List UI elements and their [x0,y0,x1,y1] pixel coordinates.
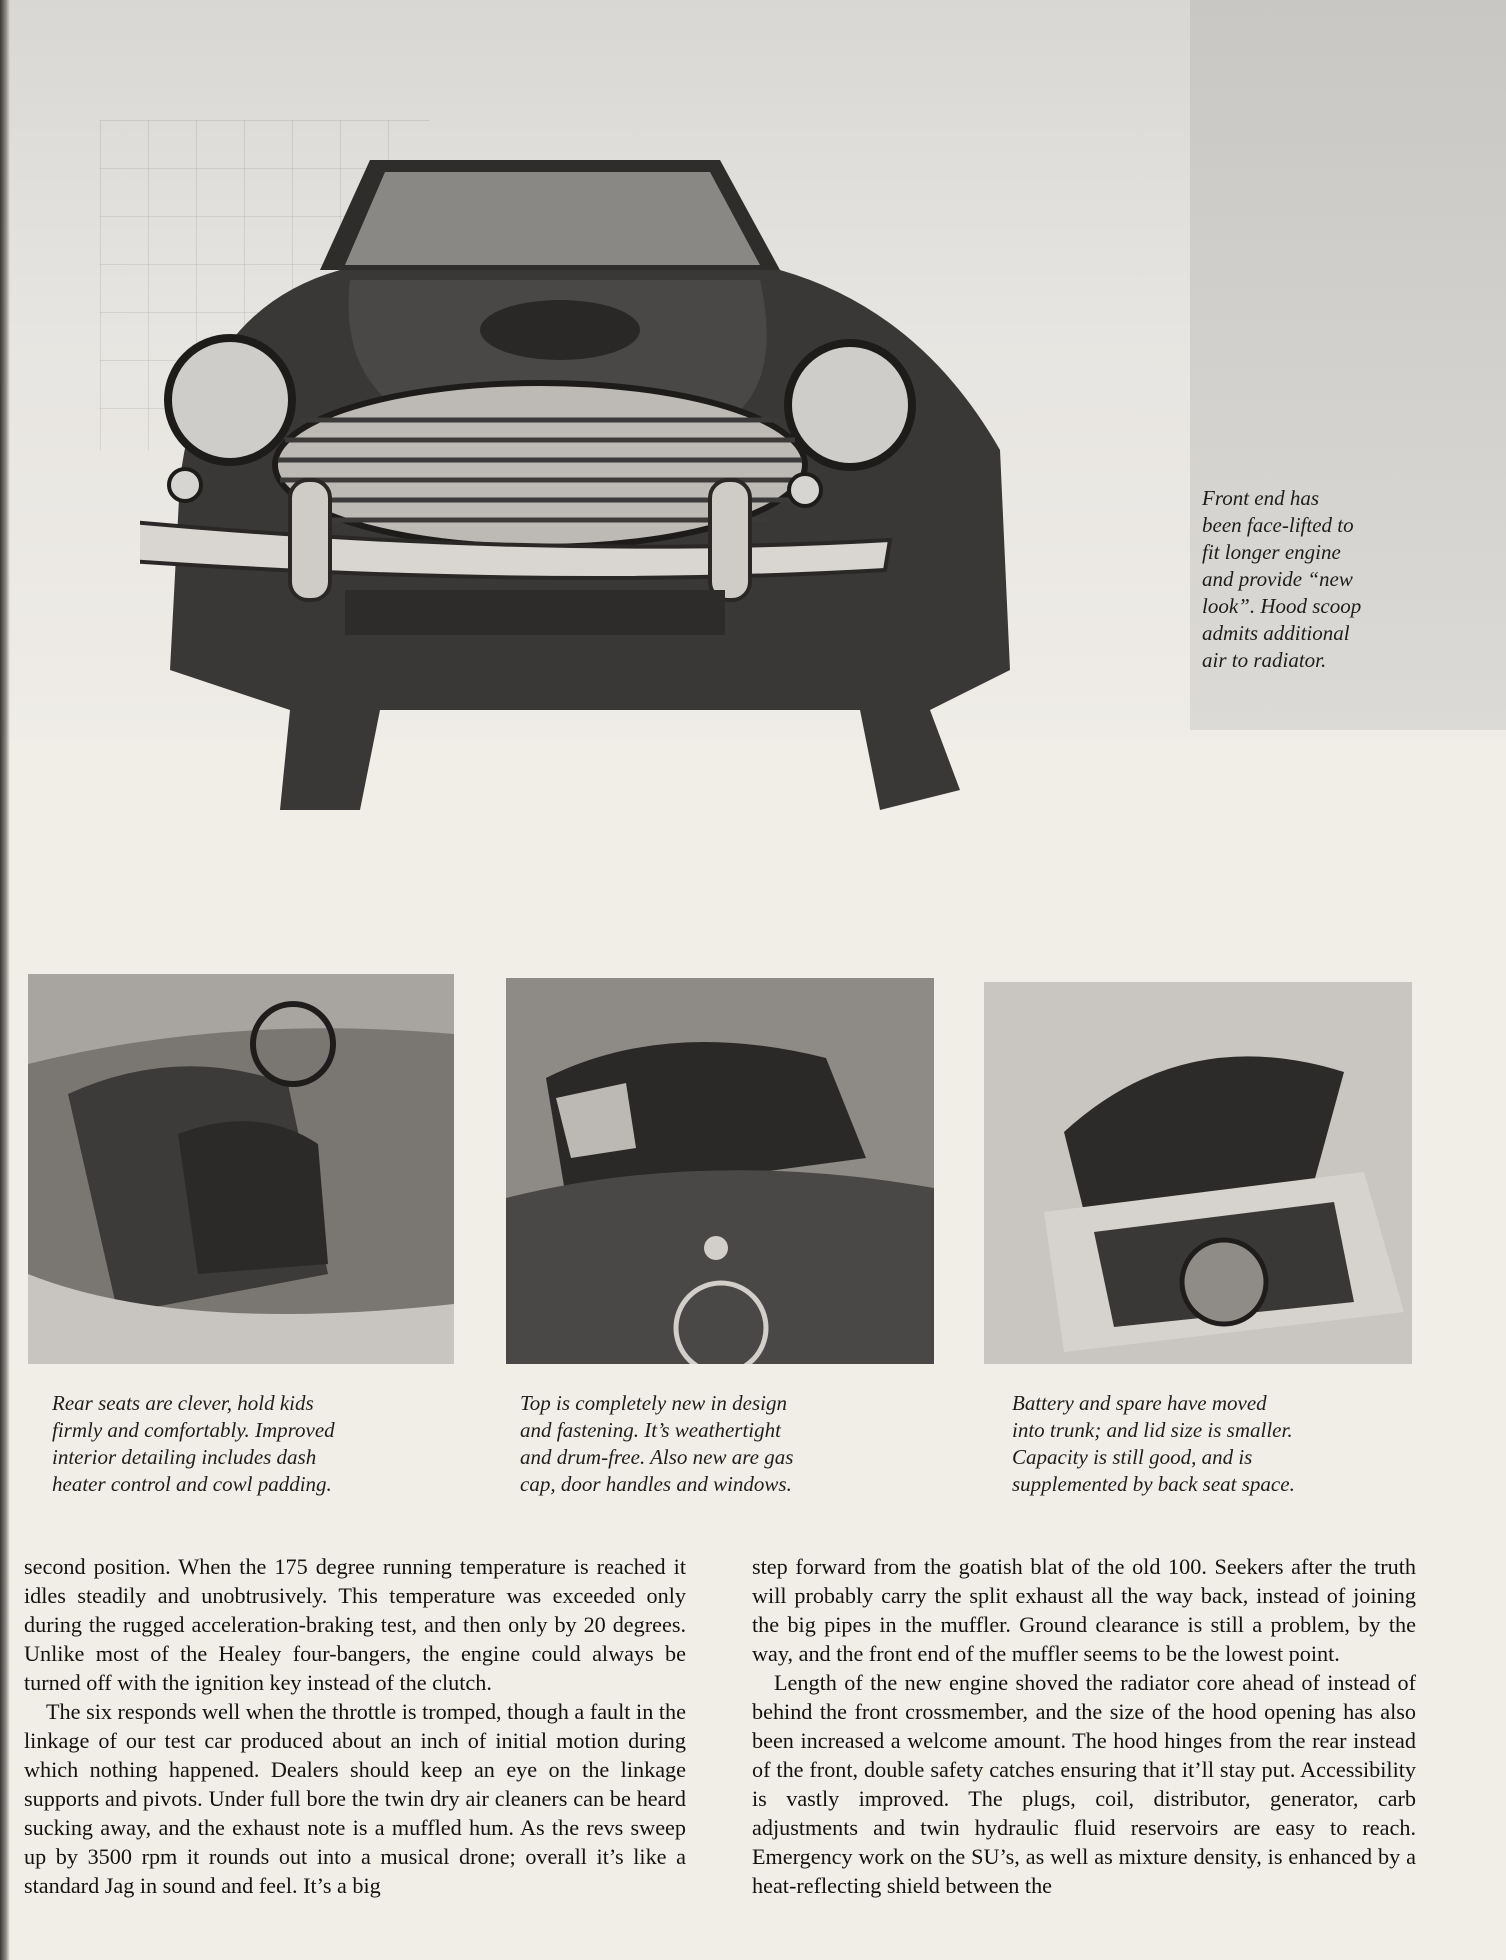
page-gutter-edge [0,0,10,1960]
body-column-left [24,1552,686,1900]
trunk-photo-caption: Battery and spare have moved into trunk; and lid size is smaller. Capacity is still good, and is supplemented by back seat space. [1012,1391,1295,1496]
front-photo-caption: Front end has been face-lifted to fit longer engine and provide “new look”. Hood scoop admits additional air to radiator. [1202,486,1362,672]
interior-photo [28,974,454,1364]
top-photo-caption: Top is completely new in design and fastening. It’s weathertight and drum-free. Also new are gas cap, door handles and windows. [520,1391,794,1496]
front-end-photo [140,150,1110,840]
body-paragraph: The six responds well when the throttle is tromped, though a fault in the linkage of our test car produced about an inch of initial motion during which nothing happened. Dealers should keep an eye on the linkage supports and pivots. Under full bore the twin dry air cleaners can be heard sucking away, and the exhaust note is a muffled hum. As the revs sweep up by 3500 rpm it rounds out into a musical drone; overall it’s like a standard Jag in sound and feel. It’s a big [24,1699,686,1898]
soft-top-photo [506,978,934,1364]
body-paragraph: Length of the new engine shoved the radiator core ahead of instead of behind the front crossmember, and the size of the hood opening has also been increased a welcome amount. The hood hinges from the rear instead of the front, double safety catches ensuring that it’ll stay put. Accessibility is vastly improved. The plugs, coil, distributor, generator, carb adjustments and twin hydraulic fluid reservoirs are easy to reach. Emergency work on the SU’s, as well as mixture density, is enhanced by a heat-reflecting shield between the [752,1670,1416,1898]
body-column-right [752,1552,1416,1900]
trunk-photo [984,982,1412,1364]
interior-photo-caption: Rear seats are clever, hold kids firmly and comfortably. Improved interior detailing includes dash heater control and cowl padding. [52,1391,335,1496]
body-paragraph: second position. When the 175 degree running temperature is reached it idles steadily and unobtrusively. This temperature was exceeded only during the rugged acceleration-braking test, and then only by 20 degrees. Unlike most of the Healey four-bangers, the engine could always be turned off with the ignition key instead of the clutch. [24,1554,686,1695]
body-paragraph: step forward from the goatish blat of the old 100. Seekers after the truth will probably carry the split exhaust all the way back, instead of joining the big pipes in the muffler. Ground clearance is still a problem, by the way, and the front end of the muffler seems to be the lowest point. [752,1554,1416,1666]
